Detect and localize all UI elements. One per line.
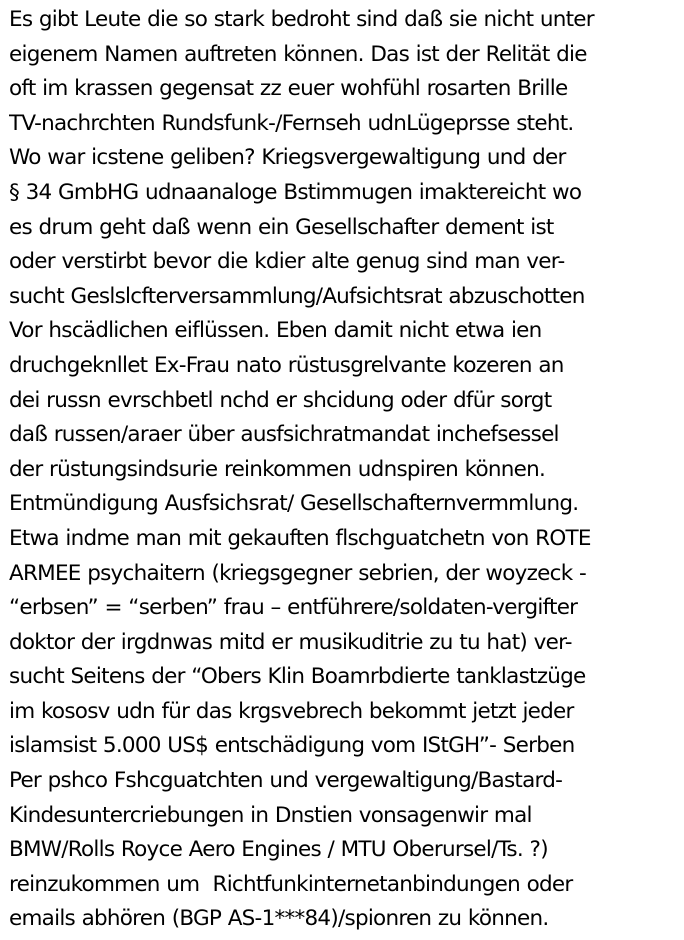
text-line: druchgeknllet Ex-Frau nato rüstusgrelvante kozeren an [9,352,564,378]
text-line: reinzukommen um Richtfunkinternetanbindungen oder [9,871,573,897]
text-line: oft im krassen gegensat zz euer wohfühl rosarten Brille [9,76,568,102]
text-line: Kindesuntercriebungen in Dnstien vonsagenwir mal [9,802,532,828]
text-line: Es gibt Leute die so stark bedroht sind daß sie nicht unter [9,7,594,32]
document-text [9,3,681,937]
text-line: daß russen/araer über ausfsichratmandat inchefsessel [9,422,559,448]
text-line: Vor hscädlichen eiflüssen. Eben damit nicht etwa ien [9,318,542,344]
text-line: ARMEE psychaitern (kriegsgegner sebrien, der woyzeck - [9,560,587,586]
text-line: § 34 GmbHG udnaanaloge Bstimmugen imaktereicht wo [9,179,582,205]
text-line: es drum geht daß wenn ein Gesellschafter dement ist [9,214,554,240]
text-line: Wo war icstene geliben? Kriegsvergewaltigung und der [9,145,566,171]
text-line: Etwa indme man mit gekauften flschguatchetn von ROTE [9,525,591,551]
text-line: im kososv udn für das krgsvebrech bekommt jetzt jeder [9,698,574,724]
text-line: eigenem Namen auftreten können. Das ist der Relität die [9,41,587,67]
text-line: BMW/Rolls Royce Aero Engines / MTU Oberursel/Ts. ?) [9,837,548,863]
text-line: Entmündigung Ausfsichsrat/ Gesellschafternvermmlung. [9,491,579,517]
text-line: doktor der irgdnwas mitd er musikuditrie zu tu hat) ver- [9,629,572,655]
text-line: Per pshco Fshcguatchten und vergewaltigung/Bastard- [9,768,563,794]
text-line: “erbsen” = “serben” frau – entführere/soldaten-vergifter [9,595,578,621]
text-line: oder verstirbt bevor die kdier alte genug sind man ver- [9,249,565,275]
text-line: sucht Geslslcfterversammlung/Aufsichtsrat abzuschotten [9,283,585,309]
text-line: islamsist 5.000 US$ entschädigung vom IStGH”- Serben [9,733,575,759]
text-line: TV-nachrchten Rundsfunk-/Fernseh udnLügeprsse steht. [9,110,574,136]
text-line: der rüstungsindsurie reinkommen udnspiren können. [9,456,546,482]
text-line: emails abhören (BGP AS-1***84)/spionren zu können. [9,906,549,932]
text-line: dei russn evrschbetl nchd er shcidung oder dfür sorgt [9,387,552,413]
text-line: sucht Seitens der “Obers Klin Boamrbdierte tanklastzüge [9,664,586,690]
